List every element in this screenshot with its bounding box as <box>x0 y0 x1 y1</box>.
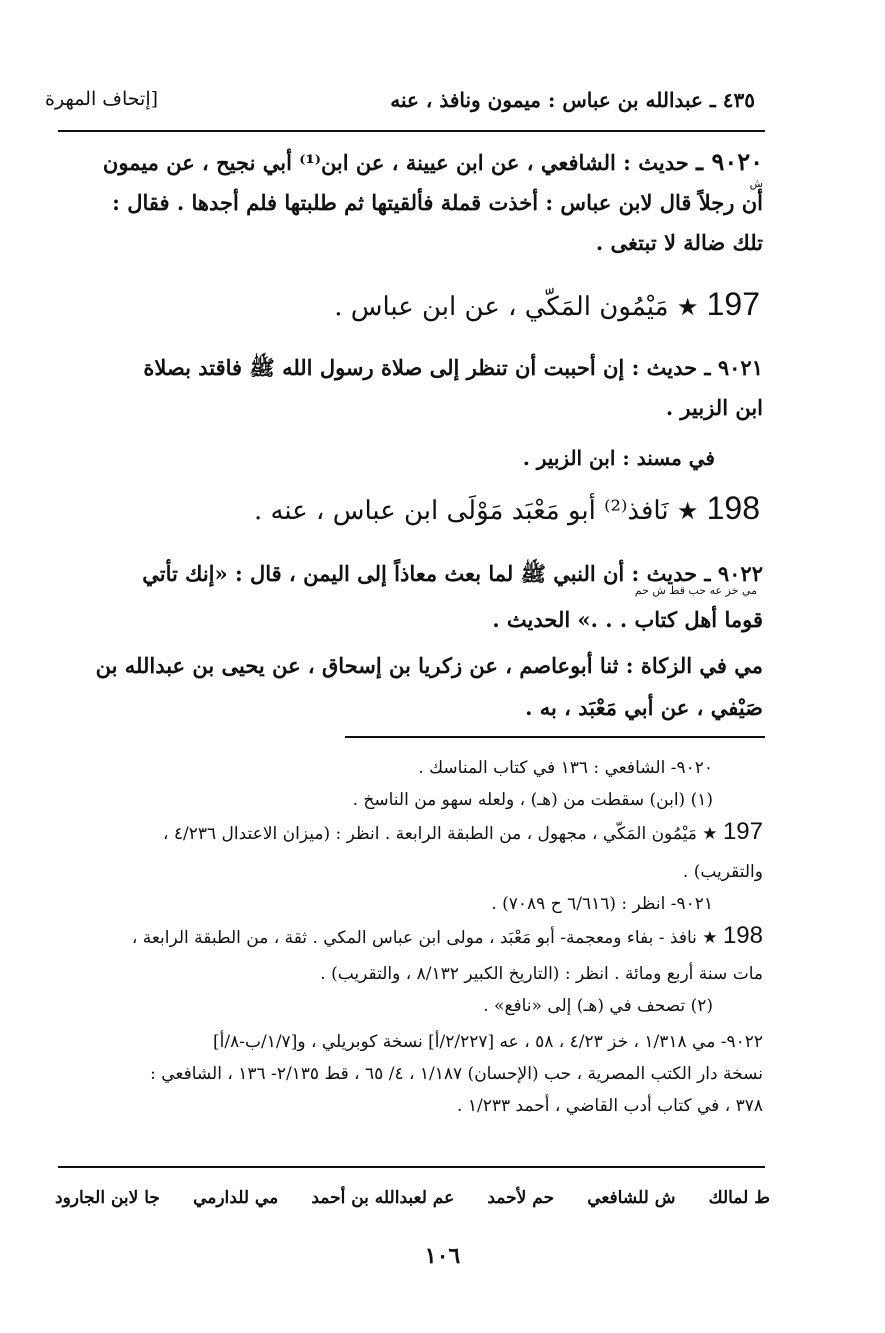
footnote-9022-line-1: ٩٠٢٢- مي ١/٣١٨ ، خز ٤/٢٣ ، ٥٨ ، عه [٢/٢٢٧/أ] نسخة كوبريلي ، و[١/٧/ب-٨/أ] <box>212 1032 763 1052</box>
hadith-9020 <box>51 142 763 263</box>
narrator-198-number: 198 <box>706 490 760 526</box>
narrator-198 <box>254 488 760 531</box>
abbrev-ahmad: حم لأحمد <box>487 1188 555 1208</box>
hadith-9022-line-2: قوما أهل كتاب . . .» الحديث . <box>492 607 763 632</box>
abbrev-abdullah-ibn-ahmad: عم لعبدالله بن أحمد <box>311 1188 455 1208</box>
star-icon: ★ <box>676 293 699 321</box>
footnote-9022-line-3: ٣٧٨ ، في كتاب أدب القاضي ، أحمد ١/٢٣٣ . <box>457 1096 763 1116</box>
hadith-9020-text-1: حديث : الشافعي ، عن ابن عيينة ، عن ابن⁽¹⁾ أبي نجيح ، عن ميمون <box>102 150 689 175</box>
abbrev-shafii: ش للشافعي <box>587 1188 676 1208</box>
narrator-197 <box>334 284 760 327</box>
page-number: ١٠٦ <box>424 1243 461 1269</box>
abbreviations-divider <box>58 1166 765 1168</box>
footnotes <box>51 752 763 1122</box>
footnote-197-cont: والتقريب) . <box>682 862 763 882</box>
hadith-9020-source-marker: ش <box>749 177 763 190</box>
abbrev-malik: ط لمالك <box>708 1188 770 1208</box>
footnote-198-number: 198 <box>722 922 763 949</box>
hadith-9022 <box>51 554 763 640</box>
header-divider <box>58 130 765 132</box>
footnote-197-text: ★ مَيْمُون المَكّي ، مجهول ، من الطبقة الرابعة . انظر : (ميزان الاعتدال ٤/٢٣٦ ، <box>163 824 718 844</box>
hadith-9022-note-line-1: مي في الزكاة : ثنا أبوعاصم ، عن زكريا بن إسحاق ، عن يحيى بن عبدالله بن <box>95 653 763 678</box>
hadith-9021-line-1: ٩٠٢١ ـ حديث : إن أحببت أن تنظر إلى صلاة رسول الله ﷺ فاقتد بصلاة <box>143 355 763 380</box>
hadith-9021-line-2: ابن الزبير . <box>665 395 763 420</box>
hadith-9020-number: ٩٠٢٠ ـ <box>696 147 763 176</box>
footnote-9022-line-2: نسخة دار الكتب المصرية ، حب (الإحسان) ١/١٨٧ ، ٤/ ٦٥ ، قط ٢/١٣٥- ١٣٦ ، الشافعي : <box>150 1064 763 1084</box>
footnote-1: (١) (ابن) سقطت من (هـ) ، ولعله سهو من الناسخ . <box>352 790 713 810</box>
footnote-198-cont: مات سنة أربع ومائة . انظر : (التاريخ الكبير ٨/١٣٢ ، والتقريب) . <box>320 964 763 984</box>
footnotes-divider <box>345 736 765 738</box>
footnote-9020: ٩٠٢٠- الشافعي : ١٣٦ في كتاب المناسك . <box>418 758 713 778</box>
section-title: ٤٣٥ ـ عبدالله بن عباس : ميمون ونافذ ، عنه <box>390 88 755 112</box>
footnote-197-number: 197 <box>722 818 763 845</box>
abbrev-ibn-al-jarud: جا لابن الجارود <box>55 1188 160 1208</box>
narrator-197-number: 197 <box>706 286 760 322</box>
footnote-9021: ٩٠٢١- انظر : (٦/٦١٦ ح ٧٠٨٩) . <box>491 894 713 914</box>
book-title: [إتحاف المهرة <box>45 88 159 110</box>
hadith-9022-note <box>51 646 763 728</box>
hadith-9022-source-markers: مي خز عه حب قط ش حم <box>634 584 757 597</box>
footnote-198-text: ★ نافذ - بفاء ومعجمة- أبو مَعْبَد ، مولى ابن عباس المكي . ثقة ، من الطبقة الرابعة ، <box>131 928 718 948</box>
footnote-197 <box>51 816 763 850</box>
hadith-9021-note: في مسند : ابن الزبير . <box>522 446 715 470</box>
abbreviations-legend <box>55 1188 770 1218</box>
hadith-9020-line-1 <box>51 142 763 183</box>
hadith-9020-line-3: تلك ضالة لا تبتغى . <box>595 230 763 255</box>
hadith-9021 <box>51 348 763 428</box>
hadith-9022-note-line-2: صَيْفي ، عن أبي مَعْبَد ، به . <box>525 695 763 720</box>
hadith-9020-line-2: أن رجلاً قال لابن عباس : أخذت قملة فألقيتها ثم طلبتها فلم أجدها . فقال : <box>112 190 763 215</box>
footnote-198 <box>51 920 763 954</box>
narrator-198-name: نَافذ⁽²⁾ أبو مَعْبَد مَوْلَى ابن عباس ، عنه . <box>253 496 669 526</box>
footnote-2: (٢) تصحف في (هـ) إلى «نافع» . <box>483 996 713 1016</box>
star-icon: ★ <box>676 497 699 525</box>
abbrev-darimi: مي للدارمي <box>193 1188 279 1208</box>
narrator-197-name: مَيْمُون المَكّي ، عن ابن عباس . <box>334 292 669 322</box>
hadith-9022-line-1: ٩٠٢٢ ـ حديث : أن النبي ﷺ لما بعث معاذاً إلى اليمن ، قال : «إنك تأتي <box>142 561 763 586</box>
